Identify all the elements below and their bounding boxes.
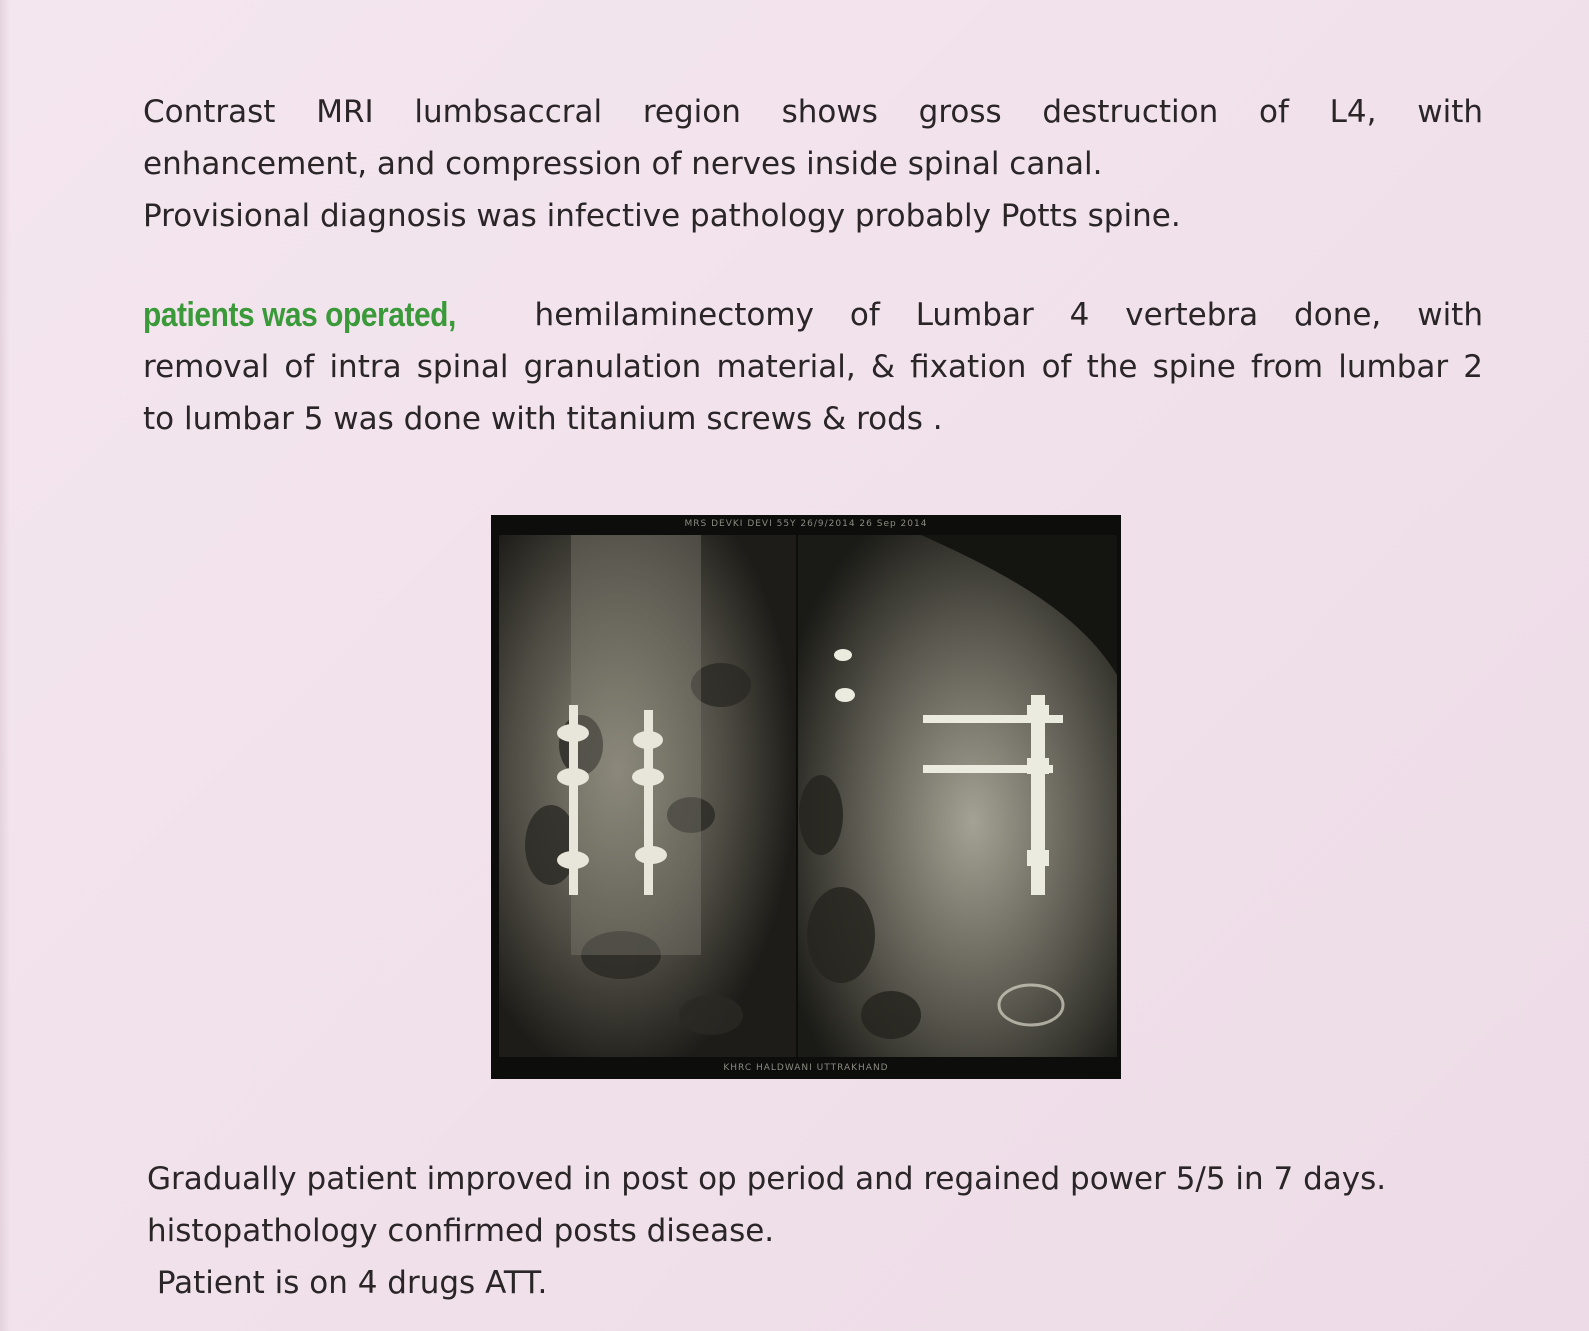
operation-paragraph: [143, 289, 1483, 445]
operation-line-1: [143, 289, 1483, 341]
outcome-line-1: Gradually patient improved in post op period and regained power 5/5 in 7 days.: [147, 1161, 1387, 1197]
operation-line-2: removal of intra spinal granulation material, & fixation of the spine from lumbar 2: [143, 349, 1483, 385]
outcome-paragraph: [147, 1153, 1477, 1309]
operation-line-3: to lumbar 5 was done with titanium screws & rods .: [143, 401, 943, 437]
mri-line-1: Contrast MRI lumbsaccral region shows gross destruction of L4, with: [143, 94, 1483, 130]
outcome-line-3: Patient is on 4 drugs ATT.: [147, 1265, 548, 1301]
spine-xray-image: [491, 515, 1121, 1079]
diagnosis-line: Provisional diagnosis was infective pathology probably Potts spine.: [143, 198, 1181, 234]
xray-bottom-caption: KHRC HALDWANI UTTRAKHAND: [723, 1063, 889, 1073]
operation-line-1-rest: hemilaminectomy of Lumbar 4 vertebra done, with: [534, 297, 1483, 333]
xray-drawing: [491, 515, 1121, 1079]
page-edge: [0, 0, 10, 1331]
mri-findings-paragraph: [143, 86, 1483, 242]
operated-highlight: patients was operated,: [143, 296, 456, 334]
xray-top-caption: MRS DEVKI DEVI 55Y 26/9/2014 26 Sep 2014: [684, 519, 928, 529]
outcome-line-2: histopathology confirmed posts disease.: [147, 1213, 775, 1249]
mri-line-2: enhancement, and compression of nerves inside spinal canal.: [143, 146, 1103, 182]
